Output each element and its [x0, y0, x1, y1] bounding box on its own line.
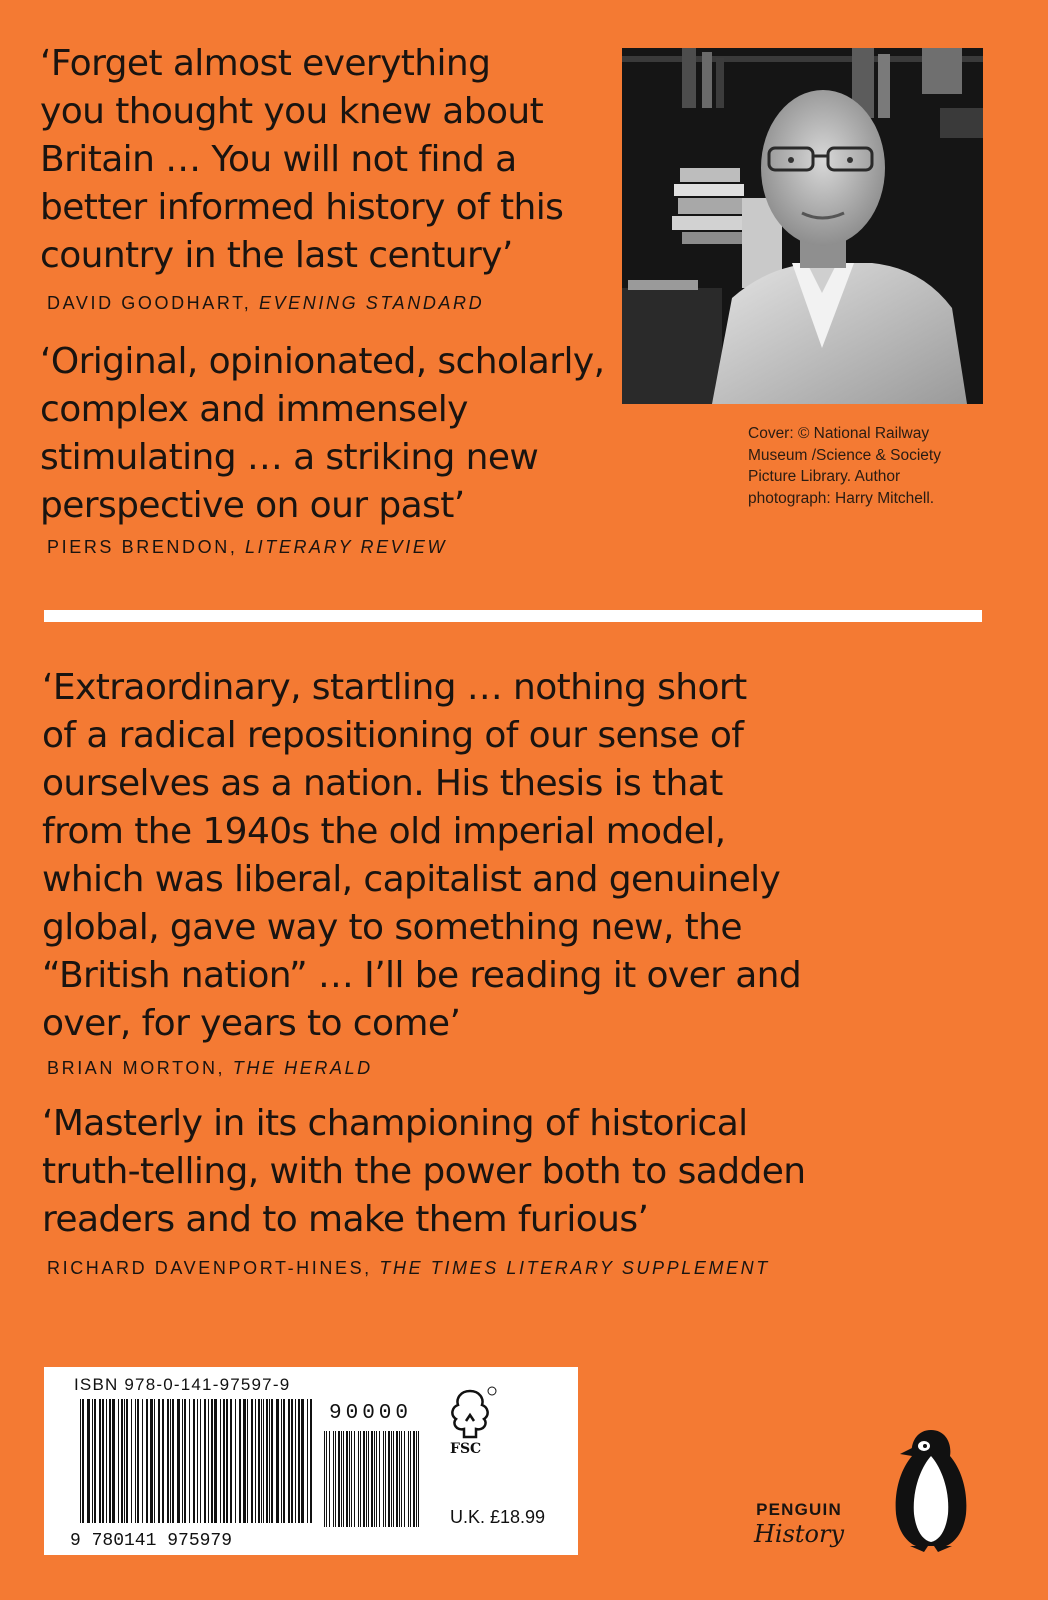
barcode-bar: [102, 1399, 104, 1523]
barcode-bar: [208, 1399, 209, 1523]
barcode-bar: [170, 1399, 171, 1523]
barcode-bar: [99, 1399, 101, 1523]
quote-line: ‘Forget almost everything: [40, 43, 491, 84]
barcode-bar: [295, 1399, 296, 1523]
barcode-bar: [301, 1399, 304, 1523]
isbn-text: ISBN 978-0-141-97597-9: [74, 1375, 291, 1394]
barcode-bar: [341, 1431, 342, 1527]
barcode-bar: [230, 1399, 232, 1523]
photo-credits: [748, 423, 988, 509]
barcode-bar: [335, 1431, 336, 1527]
barcode-bar: [393, 1431, 394, 1527]
price: U.K. £18.99: [450, 1507, 546, 1527]
quote-line: from the 1940s the old imperial model,: [42, 811, 726, 852]
barcode-addon-digits: 90000: [329, 1402, 413, 1425]
barcode-bar: [263, 1399, 264, 1523]
barcode-bar: [338, 1431, 340, 1527]
barcode-bar: [385, 1431, 386, 1527]
barcode-bar: [189, 1399, 190, 1523]
barcode-bar: [346, 1431, 348, 1527]
quote-line: ‘Masterly in its championing of historical: [42, 1103, 748, 1144]
barcode-bar: [172, 1399, 174, 1523]
quote-line: complex and immensely: [40, 389, 468, 430]
barcode-bar: [307, 1399, 308, 1523]
barcode-bar: [193, 1399, 195, 1523]
barcode-bar: [92, 1399, 93, 1523]
attribution-publication: EVENING STANDARD: [258, 293, 485, 313]
barcode-bar: [410, 1431, 411, 1527]
barcode-bar: [366, 1431, 367, 1527]
barcode-bar: [261, 1399, 262, 1523]
barcode-bar: [298, 1399, 300, 1523]
barcode-bar: [200, 1399, 201, 1523]
barcode-bar: [251, 1399, 253, 1523]
attribution-publication: LITERARY REVIEW: [245, 537, 448, 557]
barcode-bar: [333, 1431, 334, 1527]
barcode-bar: [247, 1399, 248, 1523]
barcode-bar: [360, 1431, 361, 1527]
fsc-label: FSC: [450, 1441, 482, 1457]
barcode-bar: [269, 1399, 270, 1523]
barcode-bar: [396, 1431, 398, 1527]
barcode-bar: [310, 1399, 312, 1523]
barcode-bar: [124, 1399, 125, 1523]
author-photo-image: [622, 48, 983, 404]
barcode-bar: [379, 1431, 380, 1527]
quote-line: perspective on our past’: [40, 485, 465, 526]
quote-line: you thought you knew about: [40, 91, 544, 132]
barcode-bar: [399, 1431, 400, 1527]
barcode-bar: [121, 1399, 123, 1523]
barcode-bar: [182, 1399, 183, 1523]
barcode-bar: [220, 1399, 221, 1523]
barcode-bar: [150, 1399, 153, 1523]
barcode-bar: [135, 1399, 136, 1523]
divider: [44, 610, 982, 622]
attribution-author: RICHARD DAVENPORT-HINES,: [47, 1258, 372, 1278]
barcode-bar: [408, 1431, 409, 1527]
fsc-icon: [442, 1385, 498, 1459]
quote-line: better informed history of this: [40, 187, 564, 228]
attribution-publication: THE TIMES LITERARY SUPPLEMENT: [379, 1258, 770, 1278]
barcode-bar: [391, 1431, 392, 1527]
barcode-bar: [349, 1431, 350, 1527]
barcode-bar: [158, 1399, 160, 1523]
quote-line: which was liberal, capitalist and genuinely: [42, 859, 781, 900]
barcode-bar: [214, 1399, 217, 1523]
quote-attribution: [47, 1258, 770, 1279]
barcode-icon: [68, 1399, 314, 1549]
quote-line: ‘Original, opinionated, scholarly,: [40, 341, 605, 382]
barcode-bar: [326, 1431, 327, 1527]
quote-attribution: [47, 293, 484, 314]
barcode-bar: [94, 1399, 96, 1523]
barcode-bar: [324, 1431, 325, 1527]
barcode-bar: [281, 1399, 282, 1523]
barcode-bar: [87, 1399, 90, 1523]
quote-line: truth-telling, with the power both to sadden: [42, 1151, 806, 1192]
barcode-bar: [223, 1399, 225, 1523]
publisher-name: PENGUIN: [756, 1500, 842, 1519]
barcode-bar: [271, 1399, 273, 1523]
credit-line: Cover: © National Railway: [748, 425, 930, 442]
barcode-bar: [343, 1431, 344, 1527]
quote-line: global, gave way to something new, the: [42, 907, 742, 948]
barcode-bar: [383, 1431, 384, 1527]
barcode-bar: [80, 1399, 81, 1523]
barcode-bar: [162, 1399, 164, 1523]
barcode-bar: [146, 1399, 148, 1523]
barcode-bar: [358, 1431, 359, 1527]
attribution-author: PIERS BRENDON,: [47, 537, 238, 557]
barcode-bar: [235, 1399, 236, 1523]
attribution-author: DAVID GOODHART,: [47, 293, 252, 313]
barcode-bar: [142, 1399, 143, 1523]
barcode-bar: [329, 1431, 330, 1527]
quote-morton: [42, 664, 801, 1048]
barcode-bar: [197, 1399, 198, 1523]
quote-davenport-hines: [42, 1100, 805, 1244]
barcode-bar: [371, 1431, 373, 1527]
quote-line: readers and to make them furious’: [42, 1199, 649, 1240]
barcode-bar: [416, 1431, 417, 1527]
barcode-bar: [255, 1399, 256, 1523]
credit-line: photograph: Harry Mitchell.: [748, 489, 935, 507]
credit-line: Museum /Science & Society: [748, 446, 941, 464]
barcode-bar: [413, 1431, 415, 1527]
author-photo: [622, 48, 983, 404]
barcode-bar: [243, 1399, 246, 1523]
quote-line: “British nation” … I’ll be reading it over and: [42, 955, 802, 996]
barcode-bar: [368, 1431, 369, 1527]
barcode-bar: [239, 1399, 241, 1523]
barcode-bar: [106, 1399, 107, 1523]
quote-line: ‘Extraordinary, startling … nothing short: [42, 667, 747, 708]
quote-line: ourselves as a nation. His thesis is that: [42, 763, 723, 804]
attribution-publication: THE HERALD: [232, 1058, 373, 1078]
publisher-imprint: History: [753, 1520, 845, 1548]
barcode-bar: [204, 1399, 206, 1523]
barcode-bar: [167, 1399, 169, 1523]
quote-line: stimulating … a striking new: [40, 437, 539, 478]
barcode-bar: [351, 1431, 352, 1527]
quote-line: Britain … You will not find a: [40, 139, 517, 180]
barcode-bar: [184, 1399, 186, 1523]
barcode-bar: [288, 1399, 290, 1523]
barcode-digits: 9 780141 975979: [70, 1531, 233, 1549]
barcode-bar: [177, 1399, 180, 1523]
quote-line: country in the last century’: [40, 235, 513, 276]
barcode-bar: [376, 1431, 377, 1527]
barcode-bar: [258, 1399, 260, 1523]
barcode-bar: [131, 1399, 132, 1523]
barcode-bar: [276, 1399, 279, 1523]
barcode-bar: [266, 1399, 268, 1523]
barcode-bar: [283, 1399, 285, 1523]
barcode-bar: [226, 1399, 228, 1523]
attribution-author: BRIAN MORTON,: [47, 1058, 226, 1078]
barcode-bar: [404, 1431, 405, 1527]
barcode-bar: [112, 1399, 115, 1523]
barcode-addon-icon: [322, 1431, 422, 1531]
barcode-bar: [354, 1431, 355, 1527]
barcode-bar: [154, 1399, 155, 1523]
barcode-bar: [418, 1431, 419, 1527]
barcode-bar: [291, 1399, 293, 1523]
credit-line: Picture Library. Author: [748, 468, 901, 485]
barcode-bar: [388, 1431, 390, 1527]
barcode-bar: [401, 1431, 402, 1527]
quote-attribution: [47, 1058, 373, 1079]
barcode-bar: [137, 1399, 139, 1523]
barcode-bar: [363, 1431, 365, 1527]
quote-attribution: [47, 537, 447, 558]
quote-line: over, for years to come’: [42, 1003, 461, 1044]
quote-brendon: [40, 338, 604, 530]
barcode-panel: [44, 1367, 578, 1555]
barcode-bar: [374, 1431, 375, 1527]
quote-line: of a radical repositioning of our sense of: [42, 715, 744, 756]
barcode-bar: [126, 1399, 128, 1523]
barcode-bar: [109, 1399, 111, 1523]
penguin-icon: [888, 1426, 974, 1554]
quote-goodhart: [40, 40, 563, 280]
barcode-bar: [118, 1399, 119, 1523]
barcode-bar: [211, 1399, 213, 1523]
barcode-bar: [82, 1399, 84, 1523]
